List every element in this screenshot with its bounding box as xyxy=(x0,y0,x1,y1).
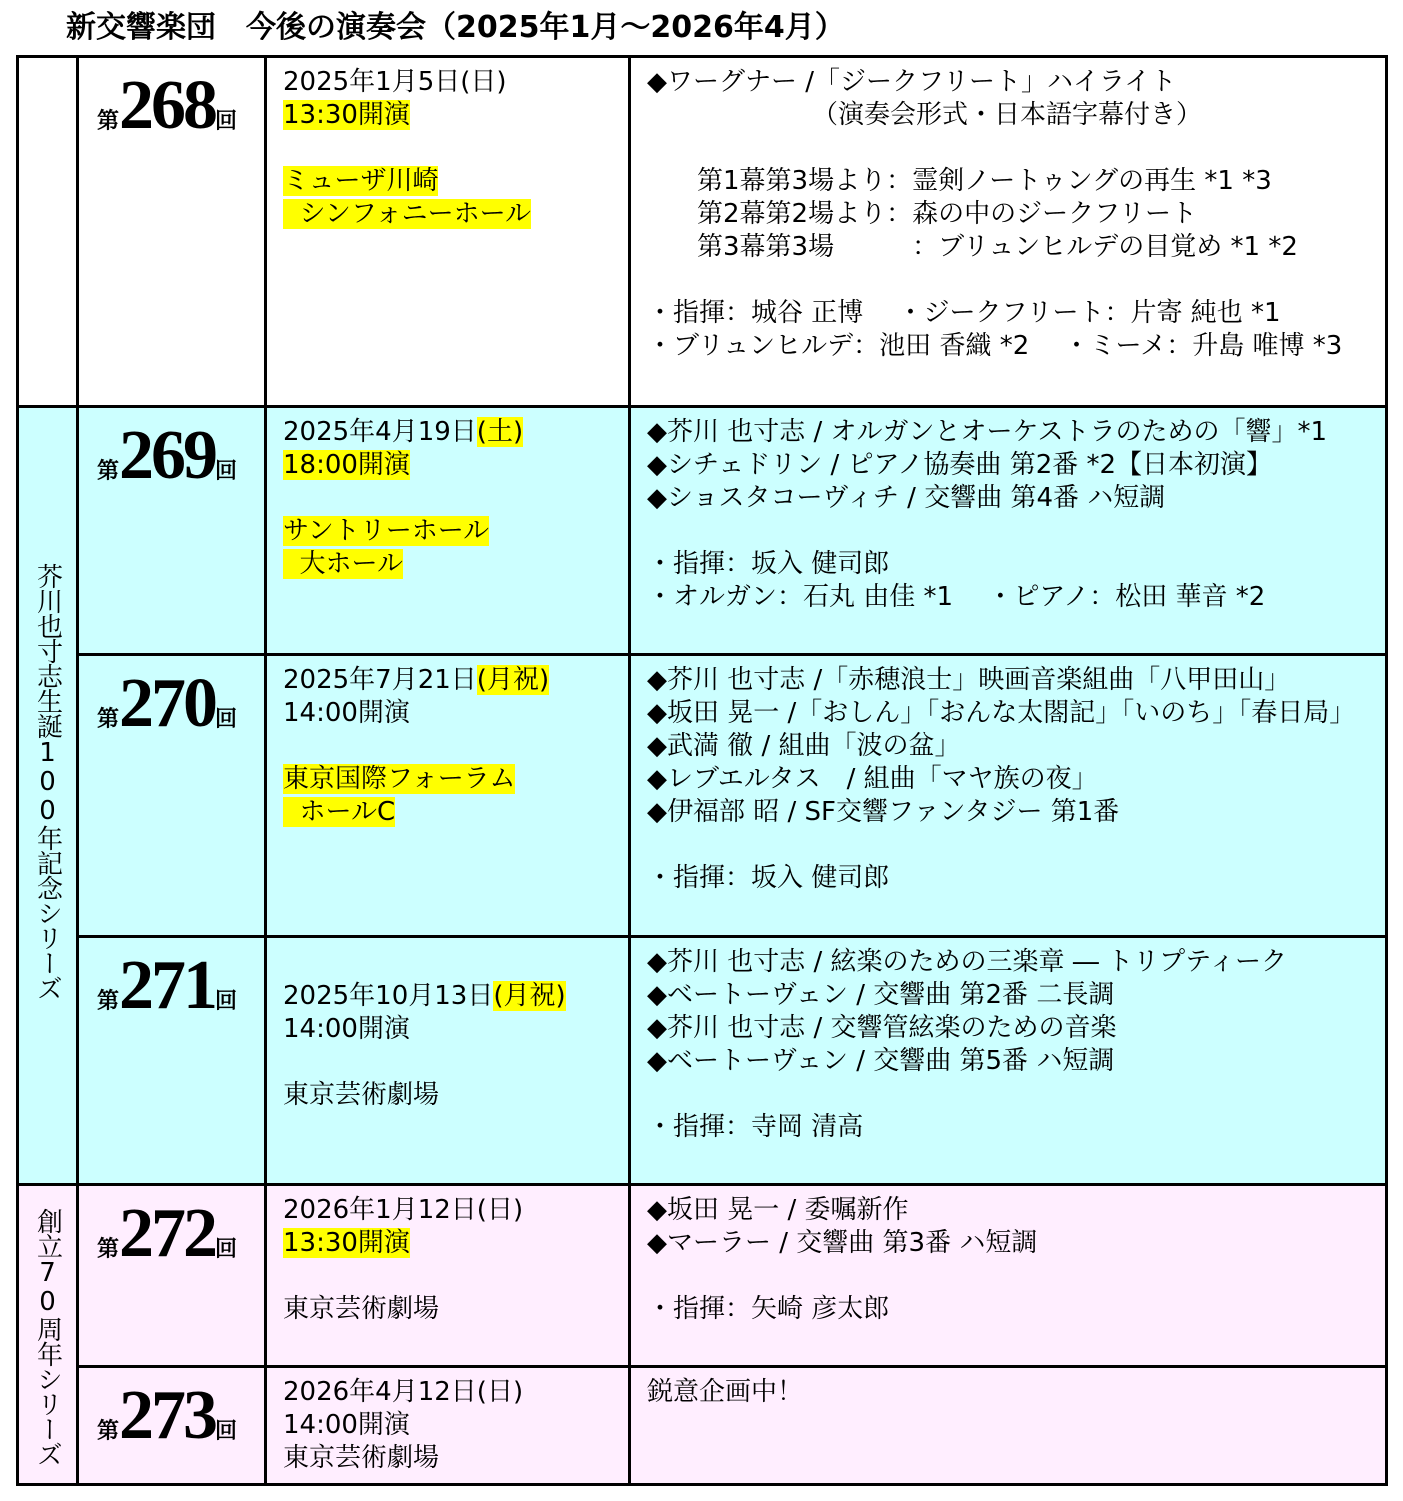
concert-row-272 xyxy=(18,1185,1387,1367)
concert-number-cell xyxy=(78,57,266,407)
date-venue-cell xyxy=(266,1185,630,1367)
program-item: ◆坂田 晃一 / 委嘱新作 xyxy=(647,1195,909,1225)
concert-time: 13:30開演 xyxy=(283,1228,410,1258)
page-title: 新交響楽団 今後の演奏会（2025年1月～2026年4月） xyxy=(66,10,845,45)
concert-number-cell xyxy=(78,655,266,937)
program-cell xyxy=(630,1185,1387,1367)
program-cell xyxy=(630,407,1387,655)
program-cell xyxy=(630,1367,1387,1485)
series-cell-none xyxy=(18,57,78,407)
venue-name: 東京芸術劇場 xyxy=(283,1294,440,1324)
program-item: ◆ショスタコーヴィチ / 交響曲 第4番 ハ短調 xyxy=(647,483,1166,513)
venue-hall: ホールC xyxy=(283,797,395,827)
venue-name: 東京芸術劇場 xyxy=(283,1080,440,1110)
series-label: 創立70周年シリーズ xyxy=(32,1208,63,1466)
concert-number: 第270回 xyxy=(97,665,238,742)
performer-line: ・指揮：矢崎 彦太郎 xyxy=(647,1294,890,1324)
concert-row-273 xyxy=(18,1367,1387,1485)
date-venue-cell xyxy=(266,937,630,1185)
program-item: ◆伊福部 昭 / SF交響ファンタジー 第1番 xyxy=(647,797,1120,827)
program-cell xyxy=(630,57,1387,407)
concert-time: 14:00開演 xyxy=(283,698,410,728)
performer-line: ・ブリュンヒルデ：池田 香織 *2 ・ミーメ：升島 唯博 *3 xyxy=(647,331,1343,361)
program-scene: 第3幕第3場 ：ブリュンヒルデの目覚め *1 *2 xyxy=(697,232,1298,262)
series-cell-akutagawa xyxy=(18,407,78,1185)
program-item: 鋭意企画中！ xyxy=(647,1377,804,1407)
concert-row-270 xyxy=(18,655,1387,937)
date-venue-cell xyxy=(266,407,630,655)
performer-line: ・指揮：寺岡 清高 xyxy=(647,1112,864,1142)
concert-date: 2025年10月13日(月祝) xyxy=(283,981,566,1011)
venue-name: ミューザ川崎 xyxy=(283,166,439,196)
concert-number: 第268回 xyxy=(97,67,238,144)
concert-date: 2025年4月19日(土) xyxy=(283,417,524,447)
program-item: ◆坂田 晃一 /「おしん」「おんな太閤記」「いのち」「春日局」 xyxy=(647,698,1356,728)
program-cell xyxy=(630,655,1387,937)
concert-number-cell xyxy=(78,1367,266,1485)
performer-line: ・指揮：坂入 健司郎 xyxy=(647,863,890,893)
program-item: ◆ベートーヴェン / 交響曲 第5番 ハ短調 xyxy=(647,1046,1115,1076)
date-venue-cell xyxy=(266,655,630,937)
concert-number: 第269回 xyxy=(97,417,238,494)
program-item: ◆芥川 也寸志 / 絃楽のための三楽章 ― トリプティーク xyxy=(647,947,1287,977)
concert-number-cell xyxy=(78,937,266,1185)
program-item: ◆芥川 也寸志 /「赤穂浪士」映画音楽組曲「八甲田山」 xyxy=(647,665,1291,695)
program-note: （演奏会形式・日本語字幕付き） xyxy=(812,100,1203,130)
program-item: ◆シチェドリン / ピアノ協奏曲 第2番 *2【日本初演】 xyxy=(647,450,1273,480)
concert-date: 2025年7月21日(月祝) xyxy=(283,665,550,695)
concert-number: 第272回 xyxy=(97,1195,238,1272)
venue-name: 東京国際フォーラム xyxy=(283,764,516,794)
series-label: 芥川也寸志生誕100年記念シリーズ xyxy=(32,563,63,1000)
concert-number-cell xyxy=(78,407,266,655)
concert-time: 14:00開演 xyxy=(283,1014,410,1044)
concert-date: 2026年1月12日(日) xyxy=(283,1195,524,1225)
program-item: ◆武満 徹 / 組曲「波の盆」 xyxy=(647,731,961,761)
concert-time: 14:00開演 xyxy=(283,1410,410,1440)
concert-number: 第273回 xyxy=(97,1377,238,1454)
program-cell xyxy=(630,937,1387,1185)
concert-date: 2025年1月5日(日) xyxy=(283,67,507,97)
venue-name: 東京芸術劇場 xyxy=(283,1443,440,1473)
concert-number: 第271回 xyxy=(97,947,238,1024)
program-item: ◆ワーグナー /「ジークフリート」ハイライト xyxy=(647,67,1177,97)
concert-number-cell xyxy=(78,1185,266,1367)
program-scene: 第1幕第3場より：霊剣ノートゥングの再生 *1 *3 xyxy=(697,166,1272,196)
concert-time: 18:00開演 xyxy=(283,450,410,480)
date-venue-cell xyxy=(266,1367,630,1485)
date-venue-cell xyxy=(266,57,630,407)
program-item: ◆ベートーヴェン / 交響曲 第2番 二長調 xyxy=(647,980,1115,1010)
concert-schedule-table xyxy=(16,55,1388,1486)
venue-name: サントリーホール xyxy=(283,516,490,546)
series-cell-70th xyxy=(18,1185,78,1485)
concert-row-271 xyxy=(18,937,1387,1185)
venue-hall: シンフォニーホール xyxy=(283,199,531,229)
program-item: ◆芥川 也寸志 / 交響管絃楽のための音楽 xyxy=(647,1013,1117,1043)
concert-row-269 xyxy=(18,407,1387,655)
performer-line: ・指揮：城谷 正博 ・ジークフリート：片寄 純也 *1 xyxy=(647,298,1281,328)
concert-row-268 xyxy=(18,57,1387,407)
performer-line: ・指揮：坂入 健司郎 xyxy=(647,549,890,579)
concert-time: 13:30開演 xyxy=(283,100,410,130)
venue-hall: 大ホール xyxy=(283,549,403,579)
program-scene: 第2幕第2場より：森の中のジークフリート xyxy=(697,199,1198,229)
performer-line: ・オルガン：石丸 由佳 *1 ・ピアノ：松田 華音 *2 xyxy=(647,582,1266,612)
program-item: ◆レブエルタス / 組曲「マヤ族の夜」 xyxy=(647,764,1098,794)
program-item: ◆芥川 也寸志 / オルガンとオーケストラのための「響」*1 xyxy=(647,417,1328,447)
program-item: ◆マーラー / 交響曲 第3番 ハ短調 xyxy=(647,1228,1038,1258)
concert-date: 2026年4月12日(日) xyxy=(283,1377,524,1407)
